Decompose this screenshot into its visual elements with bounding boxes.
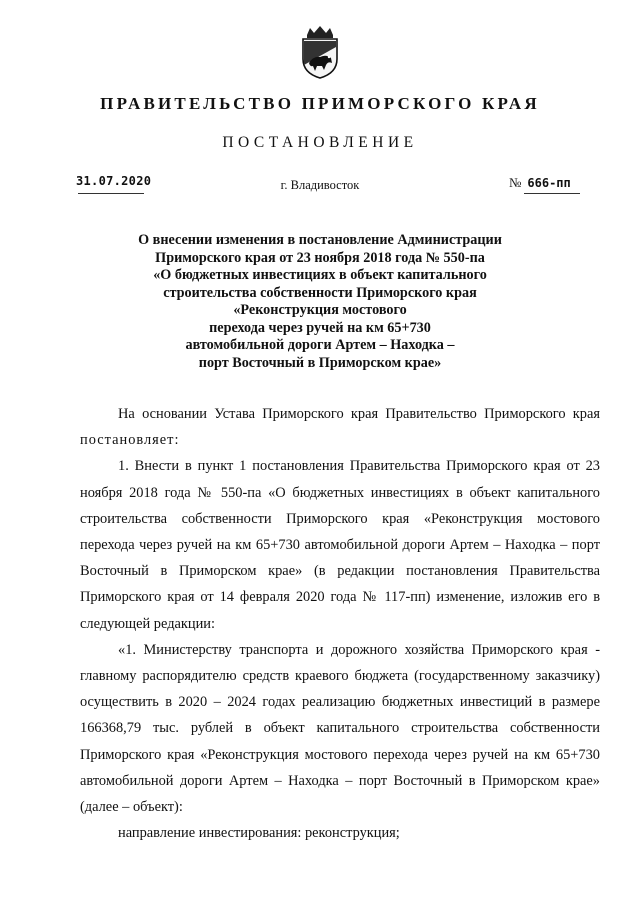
government-title: ПРАВИТЕЛЬСТВО ПРИМОРСКОГО КРАЯ bbox=[100, 94, 540, 113]
resolution-word: постановляет: bbox=[80, 432, 180, 449]
heading-line: О внесении изменения в постановление Администрации bbox=[138, 232, 502, 248]
heading-line: строительства собственности Приморского края bbox=[163, 284, 477, 301]
document-number bbox=[509, 175, 599, 191]
document-body bbox=[80, 401, 600, 846]
paragraph-basis bbox=[80, 401, 600, 453]
document-date: 31.07.2020 bbox=[76, 174, 152, 188]
number-value: 666-пп bbox=[527, 176, 571, 190]
heading-line: «Реконструкция мостового bbox=[233, 302, 407, 318]
number-sign: № bbox=[509, 175, 522, 190]
document-type: ПОСТАНОВЛЕНИЕ bbox=[222, 134, 418, 151]
number-underline bbox=[524, 193, 580, 194]
heading-line: «О бюджетных инвестициях в объект капитального bbox=[153, 267, 487, 283]
paragraph-investment-direction: направление инвестирования: реконструкция; bbox=[118, 825, 400, 842]
heading-line: порт Восточный в Приморском крае» bbox=[198, 354, 442, 371]
document-city: г. Владивосток bbox=[280, 178, 360, 192]
date-underline bbox=[78, 193, 144, 194]
heading-line: автомобильной дороги Артем – Находка – bbox=[185, 337, 455, 353]
paragraph-item-1: 1. Внести в пункт 1 постановления Правительства Приморского края от 23 ноября 2018 года № 550-па «О бюджетных инвестициях в объект капитального строительства собственности Приморского края «Реконструкция мостового перехода через ручей на км 65+730 автомобильной дороги Артем – Находка – порт Восточный в Приморском крае» (в редакции постановления Правительства Приморского края от 14 февраля 2020 года № 117-пп) изменение, изложив его в следующей редакции: bbox=[80, 458, 600, 632]
heading-line: перехода через ручей на км 65+730 bbox=[209, 319, 431, 336]
paragraph-text: На основании Устава Приморского края Правительство Приморского края bbox=[118, 406, 600, 422]
paragraph-quoted-item: «1. Министерству транспорта и дорожного хозяйства Приморского края - главному распорядителю средств краевого бюджета (государственному заказчику) осуществить в 2020 – 2024 годах реализацию бюджетных инвестиций в размере 166368,79 тыс. рублей в объект капитального строительства собственности Приморского края «Реконструкция мостового перехода через ручей на км 65+730 автомобильной дороги Артем – Находка – порт Восточный в Приморском крае» (далее – объект): bbox=[80, 641, 600, 816]
heading-line: Приморского края от 23 ноября 2018 года № 550-па bbox=[155, 249, 485, 266]
document-heading bbox=[120, 232, 520, 372]
coat-of-arms-icon bbox=[299, 25, 341, 79]
